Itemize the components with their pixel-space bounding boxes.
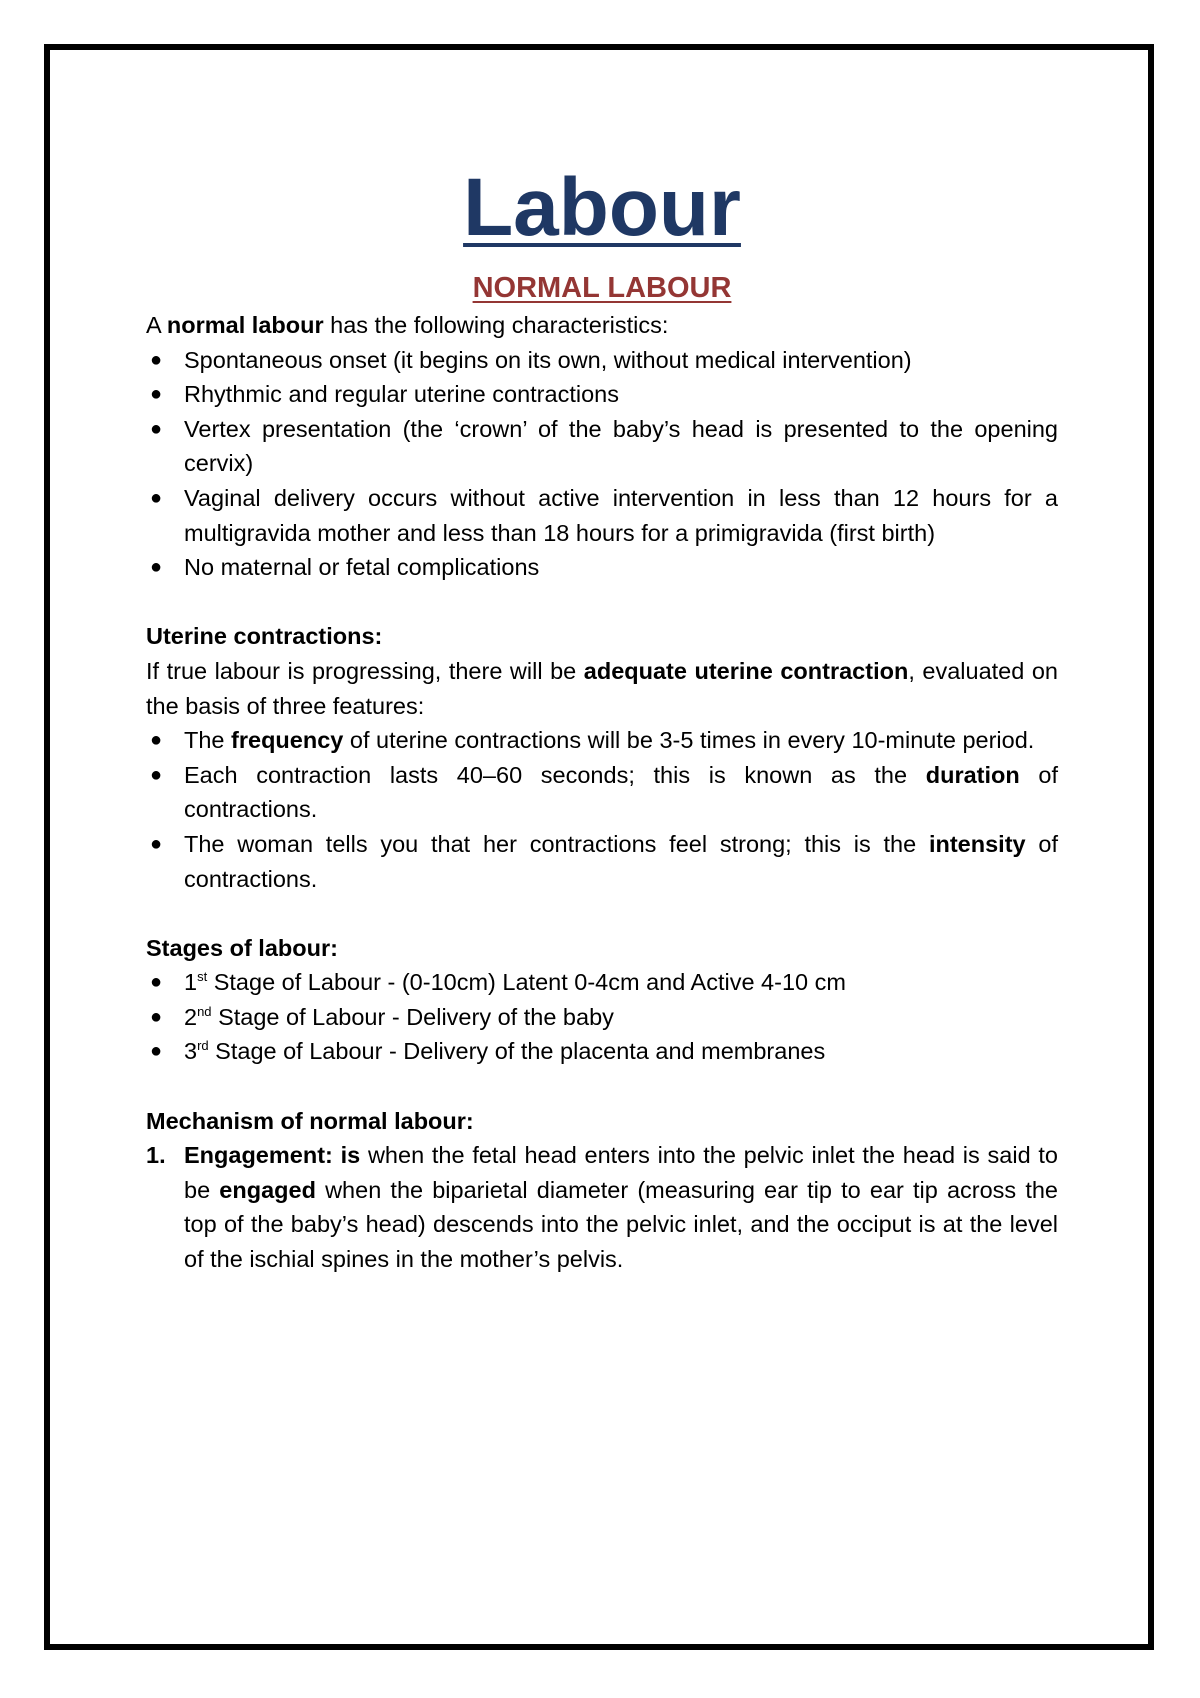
uterine-contraction-features	[146, 723, 1058, 896]
list-item: ● 3rd Stage of Labour - Delivery of the placenta and membranes	[146, 1034, 1058, 1069]
bullet-icon: ●	[149, 1040, 163, 1063]
list-number: 1.	[146, 1142, 166, 1169]
document-body	[146, 160, 1058, 1277]
list-item: ● Each contraction lasts 40–60 seconds; this is known as the duration of contractions.	[146, 758, 1058, 827]
document-title: Labour	[463, 162, 741, 253]
list-item: ● 1st Stage of Labour - (0-10cm) Latent 0-4cm and Active 4-10 cm	[146, 965, 1058, 1000]
spacer	[146, 896, 1058, 931]
list-item: ● The frequency of uterine contractions will be 3-5 times in every 10-minute period.	[146, 723, 1058, 758]
uterine-contractions-heading: Uterine contractions:	[146, 623, 383, 650]
list-item: ● 2nd Stage of Labour - Delivery of the baby	[146, 1000, 1058, 1035]
list-item: ● No maternal or fetal complications	[146, 550, 1058, 585]
bullet-icon: ●	[149, 486, 163, 509]
bullet-icon: ●	[149, 971, 163, 994]
stages-heading: Stages of labour:	[146, 934, 338, 961]
list-item: 1. Engagement: is when the fetal head enters into the pelvic inlet the head is said to be engaged when the biparietal diameter (measuring ear tip to ear tip across the top of the baby’s head) descends into the pelvic inlet, and the occiput is at the level of the ischial spines in the mother’s pelvis.	[146, 1138, 1058, 1276]
bullet-icon: ●	[149, 729, 163, 752]
spacer	[146, 1069, 1058, 1104]
bullet-icon: ●	[149, 417, 163, 440]
bullet-icon: ●	[149, 1005, 163, 1028]
normal-labour-intro: A normal labour has the following characteristics:	[146, 312, 669, 338]
normal-labour-heading: NORMAL LABOUR	[472, 272, 732, 304]
mechanism-list	[146, 1138, 1058, 1276]
bullet-icon: ●	[149, 556, 163, 579]
stages-list	[146, 965, 1058, 1069]
bullet-icon: ●	[149, 832, 163, 855]
list-item: ● Vertex presentation (the ‘crown’ of the baby’s head is presented to the opening cervix)	[146, 412, 1058, 481]
bullet-icon: ●	[149, 763, 163, 786]
normal-labour-characteristics	[146, 343, 1058, 585]
list-item: ● Spontaneous onset (it begins on its own, without medical intervention)	[146, 343, 1058, 378]
mechanism-heading: Mechanism of normal labour:	[146, 1107, 474, 1134]
list-item: ● Rhythmic and regular uterine contractions	[146, 377, 1058, 412]
bullet-icon: ●	[149, 383, 163, 406]
uterine-contractions-intro: If true labour is progressing, there will be adequate uterine contraction, evaluated on the basis of three features:	[146, 657, 1058, 719]
spacer	[146, 585, 1058, 620]
list-item: ● The woman tells you that her contractions feel strong; this is the intensity of contractions.	[146, 827, 1058, 896]
bullet-icon: ●	[149, 348, 163, 371]
list-item: ● Vaginal delivery occurs without active intervention in less than 12 hours for a multigravida mother and less than 18 hours for a primigravida (first birth)	[146, 481, 1058, 550]
